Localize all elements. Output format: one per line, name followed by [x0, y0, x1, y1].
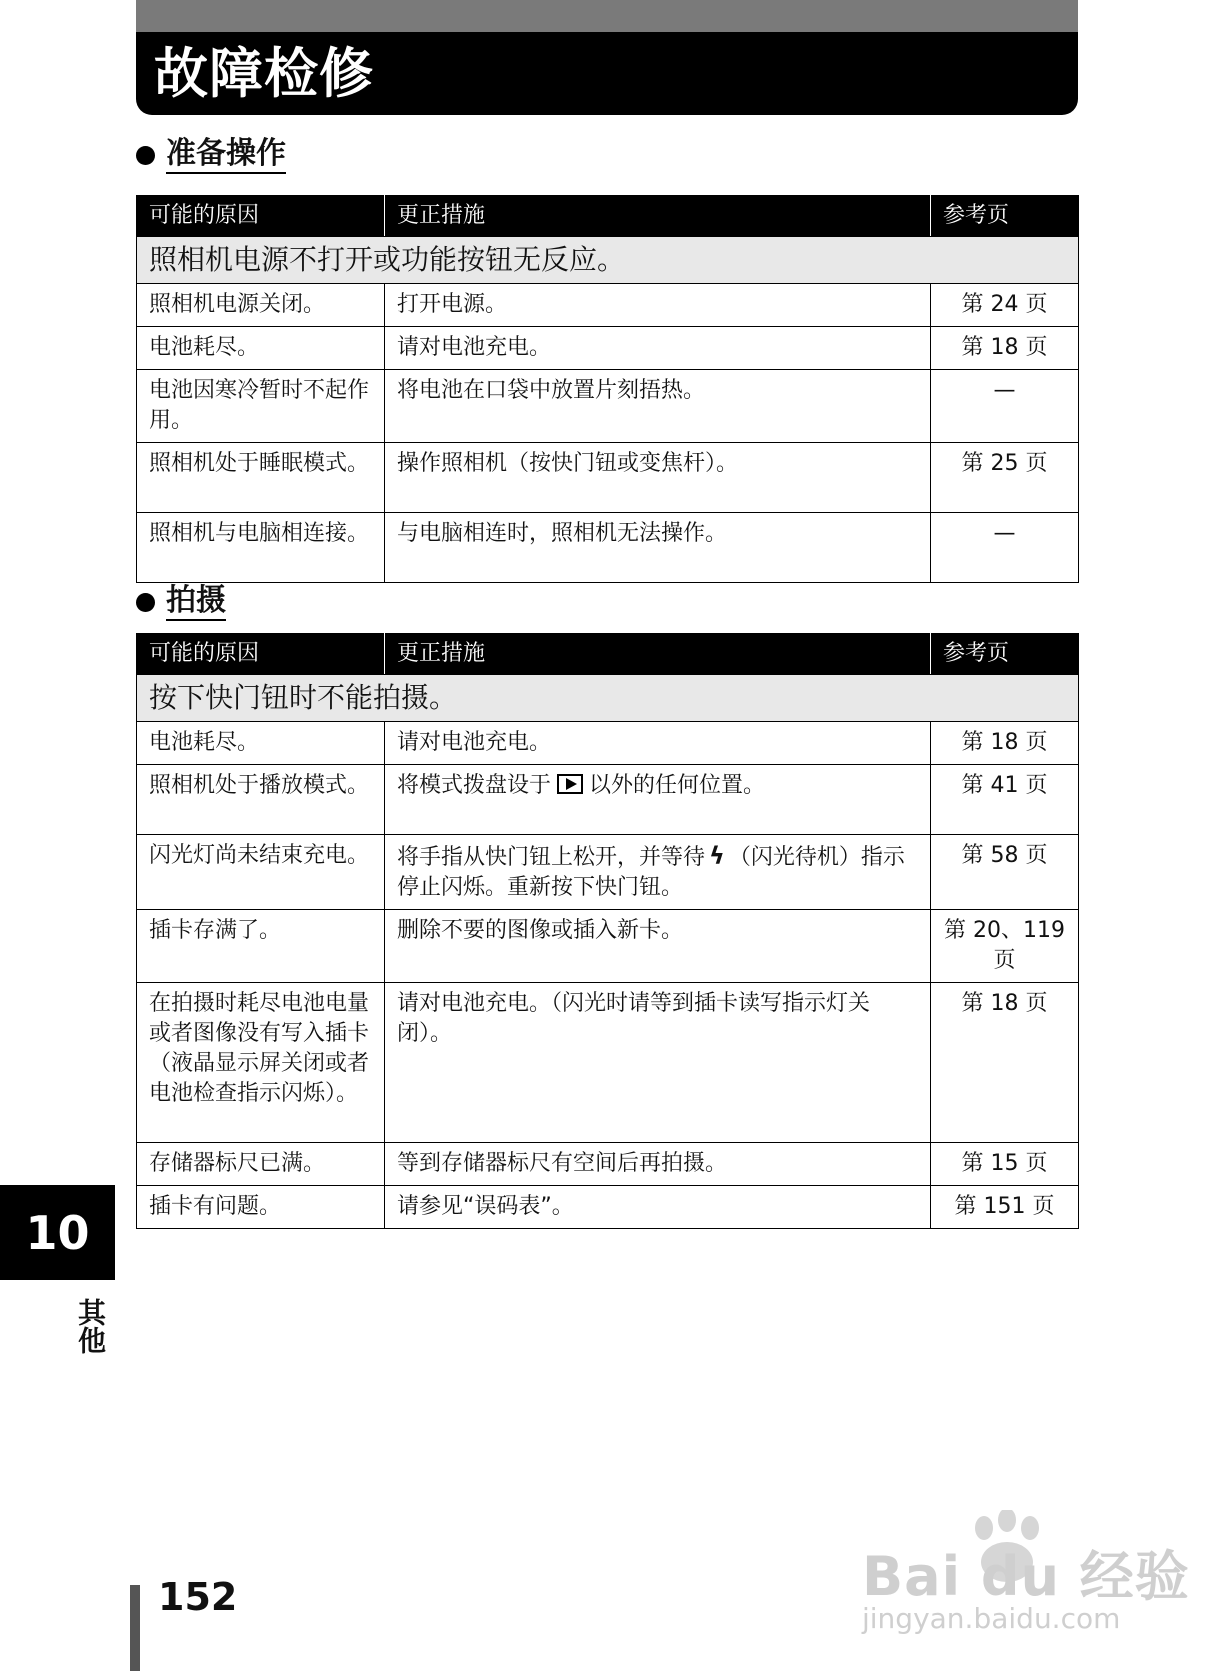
table-row	[137, 443, 1079, 513]
ref-cell: —	[931, 513, 1079, 583]
col-header-ref: 参考页	[931, 196, 1079, 237]
table-row	[137, 983, 1079, 1143]
ref-cell: 第 25 页	[931, 443, 1079, 513]
cause-cell: 照相机处于睡眠模式。	[137, 443, 385, 513]
title-bar	[136, 32, 1078, 115]
watermark	[862, 1510, 1190, 1635]
ref-cell: 第 151 页	[931, 1186, 1079, 1229]
ref-cell: 第 41 页	[931, 765, 1079, 835]
cause-cell: 照相机处于播放模式。	[137, 765, 385, 835]
cause-cell: 存储器标尺已满。	[137, 1143, 385, 1186]
col-header-fix: 更正措施	[385, 634, 931, 675]
page-number-bar	[130, 1585, 140, 1671]
col-header-cause: 可能的原因	[137, 196, 385, 237]
playback-mode-icon	[557, 774, 583, 794]
table-row	[137, 765, 1079, 835]
chapter-tab: 10	[0, 1185, 115, 1280]
cause-cell: 照相机与电脑相连接。	[137, 513, 385, 583]
fix-cell: 将模式拨盘设于 以外的任何位置。	[385, 765, 931, 835]
ref-cell: —	[931, 370, 1079, 443]
ref-cell: 第 18 页	[931, 722, 1079, 765]
ref-cell: 第 18 页	[931, 327, 1079, 370]
fix-cell: 将手指从快门钮上松开，并等待 ϟ （闪光待机）指示停止闪烁。重新按下快门钮。	[385, 835, 931, 910]
section-heading-prep: 准备操作	[136, 135, 286, 175]
table-header-row	[137, 196, 1079, 237]
col-header-cause: 可能的原因	[137, 634, 385, 675]
page-title: 故障检修	[154, 42, 374, 105]
title-top-strip	[136, 0, 1078, 32]
watermark-brand: Bai du 经验	[862, 1545, 1190, 1608]
fix-cell: 请对电池充电。（闪光时请等到插卡读写指示灯关闭）。	[385, 983, 931, 1143]
fix-cell: 打开电源。	[385, 284, 931, 327]
table-row	[137, 1143, 1079, 1186]
fix-cell: 删除不要的图像或插入新卡。	[385, 910, 931, 983]
col-header-fix: 更正措施	[385, 196, 931, 237]
cause-cell: 电池耗尽。	[137, 722, 385, 765]
fix-cell: 与电脑相连时，照相机无法操作。	[385, 513, 931, 583]
cause-cell: 电池因寒冷暂时不起作用。	[137, 370, 385, 443]
table-row	[137, 513, 1079, 583]
cause-cell: 闪光灯尚未结束充电。	[137, 835, 385, 910]
symptom-text: 按下快门钮时不能拍摄。	[137, 675, 1079, 722]
table-header-row	[137, 634, 1079, 675]
table-row	[137, 910, 1079, 983]
ref-cell: 第 18 页	[931, 983, 1079, 1143]
cause-cell: 在拍摄时耗尽电池电量或者图像没有写入插卡（液晶显示屏关闭或者电池检查指示闪烁）。	[137, 983, 385, 1143]
cause-cell: 照相机电源关闭。	[137, 284, 385, 327]
table-shooting	[136, 633, 1079, 1229]
fix-cell: 等到存储器标尺有空间后再拍摄。	[385, 1143, 931, 1186]
fix-cell: 操作照相机（按快门钮或变焦杆）。	[385, 443, 931, 513]
table-row	[137, 327, 1079, 370]
table-row	[137, 370, 1079, 443]
cause-cell: 插卡有问题。	[137, 1186, 385, 1229]
cause-cell: 电池耗尽。	[137, 327, 385, 370]
flash-standby-icon: ϟ	[709, 842, 725, 870]
watermark-url: jingyan.baidu.com	[862, 1602, 1121, 1635]
ref-cell: 第 15 页	[931, 1143, 1079, 1186]
bullet-dot-icon	[136, 146, 155, 165]
symptom-row	[137, 675, 1079, 722]
chapter-name: 其他	[74, 1298, 107, 1354]
ref-cell: 第 58 页	[931, 835, 1079, 910]
section-heading-shooting: 拍摄	[136, 582, 226, 622]
symptom-text: 照相机电源不打开或功能按钮无反应。	[137, 237, 1079, 284]
ref-cell: 第 24 页	[931, 284, 1079, 327]
fix-cell: 请对电池充电。	[385, 327, 931, 370]
cause-cell: 插卡存满了。	[137, 910, 385, 983]
ref-cell: 第 20、119 页	[931, 910, 1079, 983]
table-row	[137, 284, 1079, 327]
fix-cell: 请参见“误码表”。	[385, 1186, 931, 1229]
table-row	[137, 835, 1079, 910]
page-number: 152	[158, 1575, 238, 1619]
fix-cell: 将电池在口袋中放置片刻捂热。	[385, 370, 931, 443]
bullet-dot-icon	[136, 593, 155, 612]
fix-cell: 请对电池充电。	[385, 722, 931, 765]
table-row	[137, 1186, 1079, 1229]
table-prep	[136, 195, 1079, 583]
table-row	[137, 722, 1079, 765]
symptom-row	[137, 237, 1079, 284]
col-header-ref: 参考页	[931, 634, 1079, 675]
